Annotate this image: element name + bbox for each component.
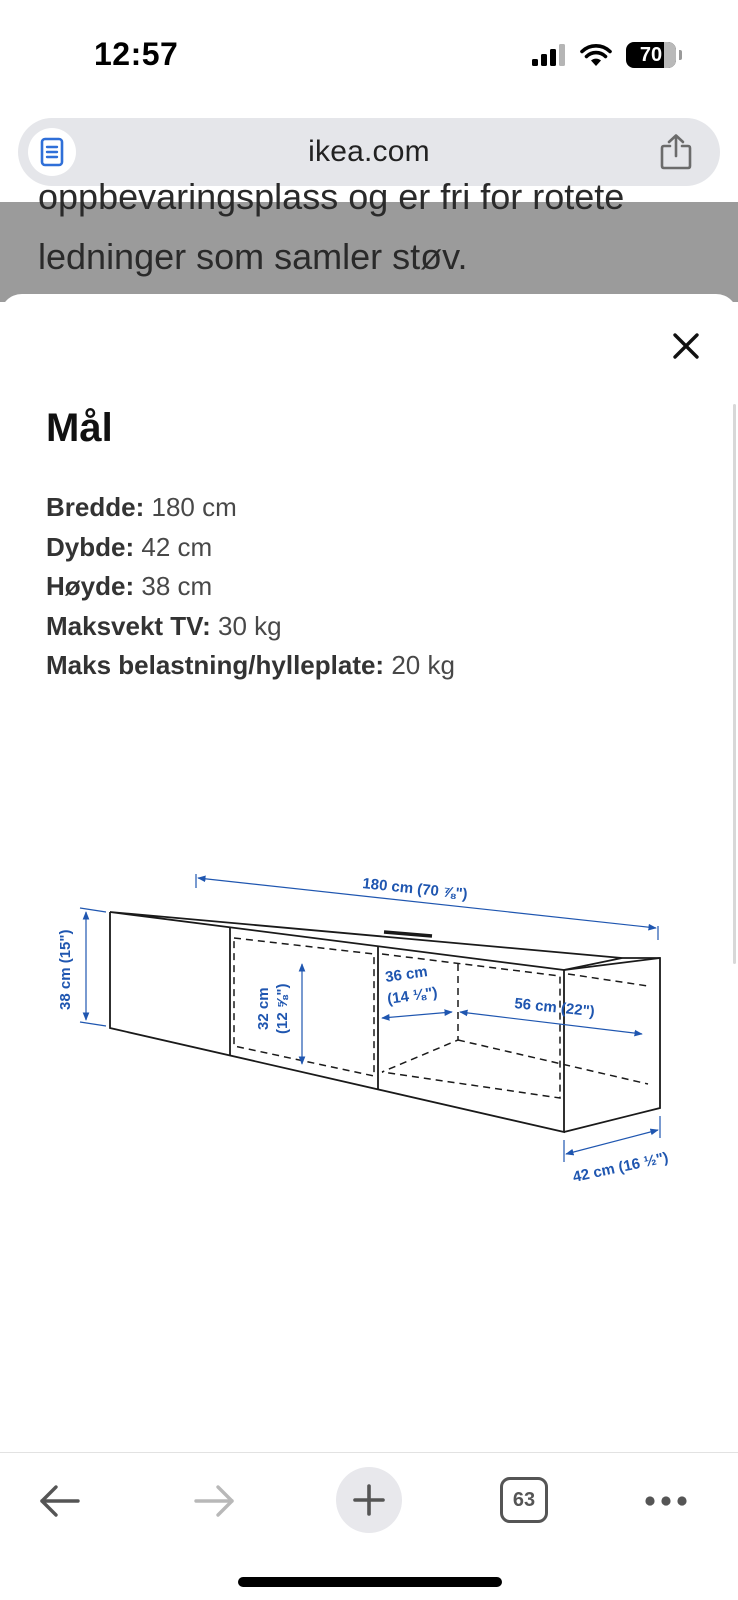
more-icon [644,1495,688,1507]
forward-arrow-icon [192,1484,236,1518]
forward-button[interactable] [184,1471,244,1531]
reader-icon [40,137,64,167]
close-icon [672,332,700,360]
wifi-icon [580,43,612,67]
background-text: ledninger som samler støv. [38,236,468,277]
spec-value: 42 cm [141,531,213,562]
close-button[interactable] [664,324,708,368]
reader-button[interactable] [28,128,76,176]
share-button[interactable] [656,132,696,172]
inner-depth-label-2: (14 ⅛") [386,984,439,1008]
signal-icon [532,44,566,66]
spec-row-width [46,488,455,528]
battery-empty-portion [664,42,676,68]
depth-label: 42 cm (16 ½") [571,1149,670,1186]
background-text-partial: oppbevaringsplass og er fri for rotete [38,176,625,217]
tab-count: 63 [512,1488,536,1511]
spec-value: 38 cm [141,571,213,601]
spec-label: Dybde: [46,531,135,562]
more-button[interactable] [636,1471,696,1531]
sheet-title: Mål [46,406,113,450]
home-indicator[interactable] [238,1577,502,1587]
share-icon [659,133,693,171]
dimension-diagram [44,876,704,1216]
back-arrow-icon [38,1484,82,1518]
spec-list [46,488,455,686]
compartment-width-label: 56 cm (22") [513,995,596,1021]
cabinet-outline [110,912,660,1132]
width-label-text: 180 cm (70 ⅞") [361,875,469,904]
tabs-button[interactable] [500,1477,548,1523]
back-button[interactable] [30,1471,90,1531]
spec-label: Bredde: [46,492,145,522]
inner-height-label-2: (12 ⅝") [274,983,291,1034]
scroll-indicator[interactable] [733,404,736,964]
height-label: 38 cm (15") [57,929,74,1010]
new-tab-button[interactable] [336,1467,402,1533]
battery-icon [626,42,676,68]
inner-depth-label-1: 36 cm [384,963,429,986]
spec-label: Høyde: [46,571,135,601]
background-page-overlay [0,176,738,302]
status-bar [0,0,738,110]
battery-level: 70 [639,43,663,66]
status-time: 12:57 [94,36,179,72]
plus-icon [352,1483,386,1517]
spec-label: Maks belastning/hylleplate: [46,650,385,680]
width-dimension [196,874,658,940]
inner-depth-dimension [382,963,452,1018]
spec-value: 30 kg [217,610,282,641]
depth-dimension [564,1116,670,1186]
spec-label: Maksvekt TV: [46,610,211,641]
height-dimension [57,908,106,1026]
status-icons [532,40,676,70]
inner-height-label-1: 32 cm [255,987,272,1030]
spec-row-height [46,567,455,607]
compartment-width-dimension [460,995,642,1034]
spec-value: 20 kg [391,650,455,680]
spec-row-max-shelf-load [46,646,455,686]
url-text[interactable]: ikea.com [308,135,430,168]
bottom-toolbar [0,1452,738,1600]
width-label [362,875,469,903]
spec-row-depth [46,528,455,568]
spec-row-max-tv-weight [46,607,455,647]
dimensions-sheet [0,294,738,1454]
inner-height-dimension [255,964,302,1064]
spec-value: 180 cm [151,492,237,522]
